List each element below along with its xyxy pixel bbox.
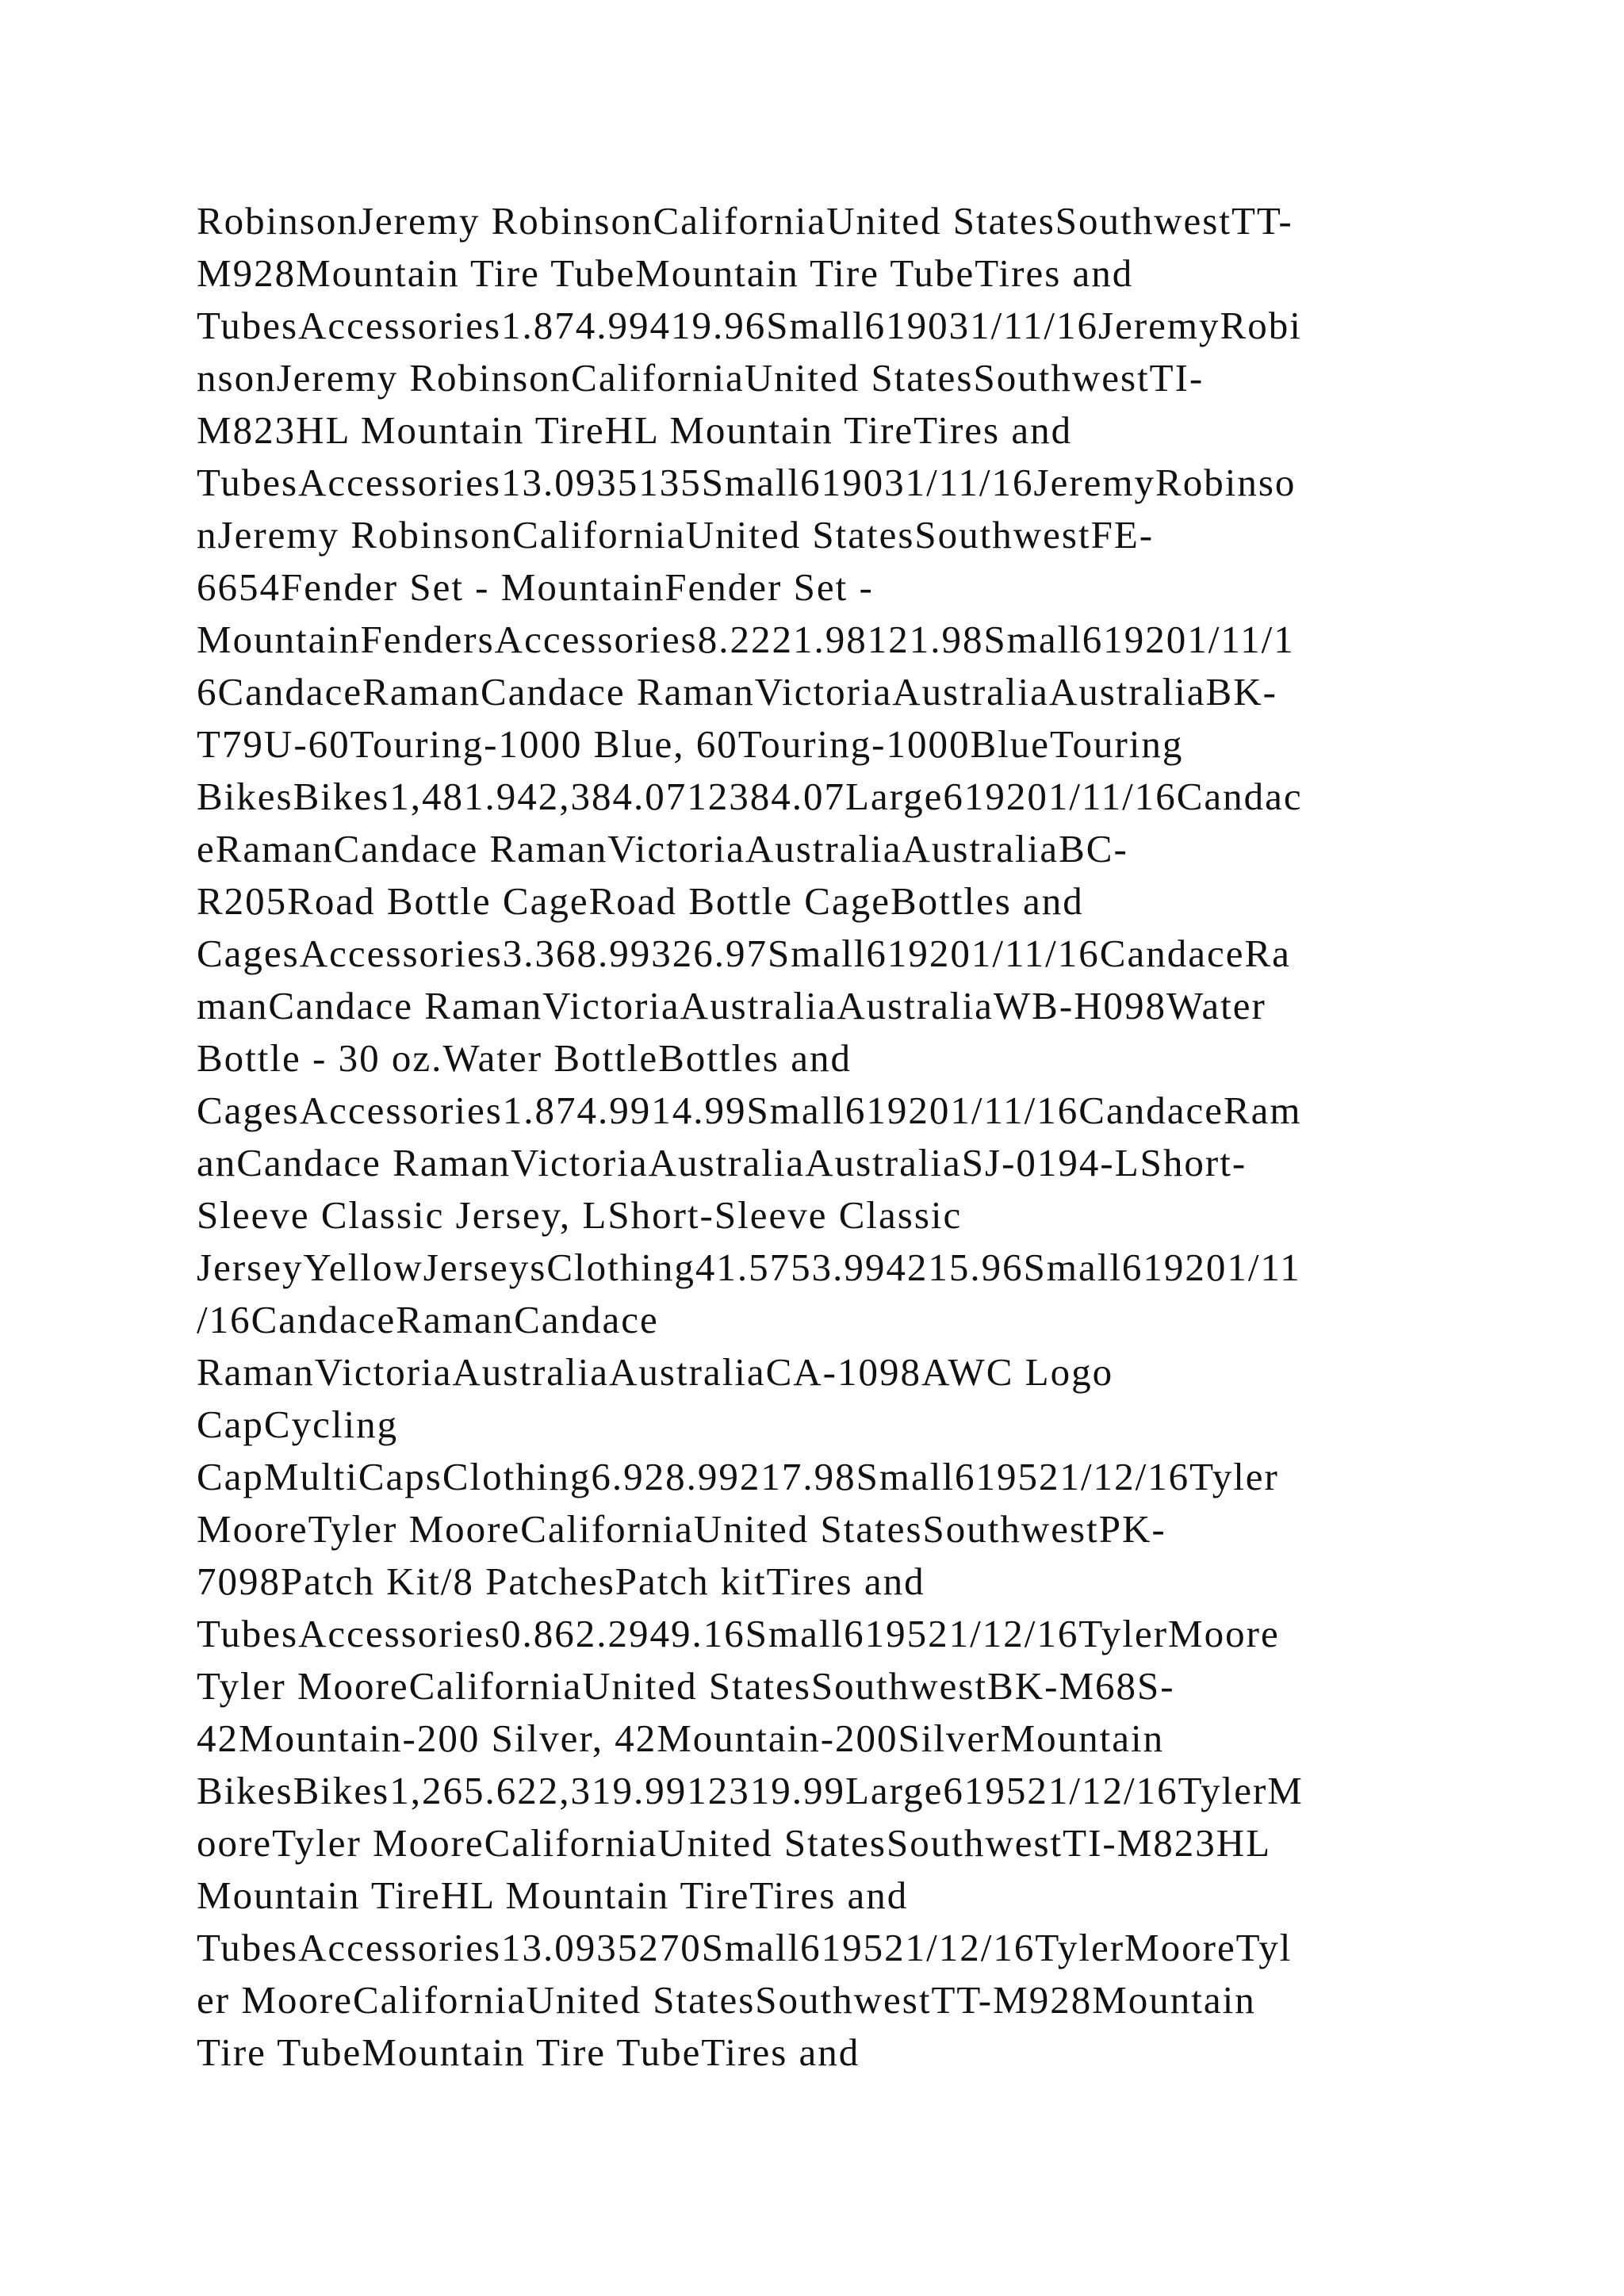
text-line-23: RamanVictoriaAustraliaAustraliaCA-1098AWC Logo: [197, 1350, 1114, 1394]
text-line-4: nsonJeremy RobinsonCaliforniaUnited StatesSouthwestTI-: [197, 356, 1205, 400]
text-line-17: Bottle - 30 oz.Water BottleBottles and: [197, 1036, 852, 1080]
text-line-33: Mountain TireHL Mountain TireTires and: [197, 1873, 909, 1917]
text-line-5: M823HL Mountain TireHL Mountain TireTires and: [197, 408, 1073, 452]
text-line-7: nJeremy RobinsonCaliforniaUnited StatesSouthwestFE-: [197, 513, 1155, 557]
text-line-14: R205Road Bottle CageRoad Bottle CageBottles and: [197, 879, 1084, 923]
text-line-26: MooreTyler MooreCaliforniaUnited StatesSouthwestPK-: [197, 1507, 1166, 1551]
text-line-20: Sleeve Classic Jersey, LShort-Sleeve Classic: [197, 1193, 963, 1237]
text-line-25: CapMultiCapsClothing6.928.99217.98Small619521/12/16Tyler: [197, 1455, 1279, 1498]
text-line-35: er MooreCaliforniaUnited StatesSouthwestTT-M928Mountain: [197, 1978, 1256, 2022]
text-line-3: TubesAccessories1.874.99419.96Small619031/11/16JeremyRobi: [197, 304, 1302, 347]
text-line-36: Tire TubeMountain Tire TubeTires and: [197, 2030, 860, 2074]
text-line-28: TubesAccessories0.862.2949.16Small619521/12/16TylerMoore: [197, 1612, 1280, 1655]
text-line-1: RobinsonJeremy RobinsonCaliforniaUnited StatesSouthwestTT-: [197, 199, 1293, 243]
text-line-21: JerseyYellowJerseysClothing41.5753.994215.96Small619201/11: [197, 1246, 1301, 1289]
document-text: [197, 195, 1465, 2079]
text-line-12: BikesBikes1,481.942,384.0712384.07Large619201/11/16Candac: [197, 775, 1303, 818]
text-line-6: TubesAccessories13.0935135Small619031/11/16JeremyRobinso: [197, 461, 1297, 504]
text-line-31: BikesBikes1,265.622,319.9912319.99Large619521/12/16TylerM: [197, 1769, 1304, 1812]
text-line-2: M928Mountain Tire TubeMountain Tire TubeTires and: [197, 251, 1134, 295]
text-line-30: 42Mountain-200 Silver, 42Mountain-200SilverMountain: [197, 1716, 1165, 1760]
text-line-8: 6654Fender Set - MountainFender Set -: [197, 565, 874, 609]
text-line-22: /16CandaceRamanCandace: [197, 1298, 659, 1341]
text-line-9: MountainFendersAccessories8.2221.98121.98Small619201/11/1: [197, 618, 1295, 661]
text-line-13: eRamanCandace RamanVictoriaAustraliaAustraliaBC-: [197, 827, 1128, 871]
text-line-15: CagesAccessories3.368.99326.97Small619201/11/16CandaceRa: [197, 932, 1291, 975]
text-line-18: CagesAccessories1.874.9914.99Small619201/11/16CandaceRam: [197, 1089, 1302, 1132]
text-line-24: CapCycling: [197, 1402, 399, 1446]
text-line-16: manCandace RamanVictoriaAustraliaAustraliaWB-H098Water: [197, 984, 1266, 1027]
text-line-10: 6CandaceRamanCandace RamanVictoriaAustraliaAustraliaBK-: [197, 670, 1277, 714]
text-line-29: Tyler MooreCaliforniaUnited StatesSouthwestBK-M68S-: [197, 1664, 1175, 1708]
text-line-11: T79U-60Touring-1000 Blue, 60Touring-1000BlueTouring: [197, 722, 1184, 766]
text-line-27: 7098Patch Kit/8 PatchesPatch kitTires and: [197, 1559, 925, 1603]
text-line-32: ooreTyler MooreCaliforniaUnited StatesSouthwestTI-M823HL: [197, 1821, 1272, 1865]
text-line-34: TubesAccessories13.0935270Small619521/12/16TylerMooreTyl: [197, 1926, 1293, 1969]
text-line-19: anCandace RamanVictoriaAustraliaAustraliaSJ-0194-LShort-: [197, 1141, 1247, 1184]
